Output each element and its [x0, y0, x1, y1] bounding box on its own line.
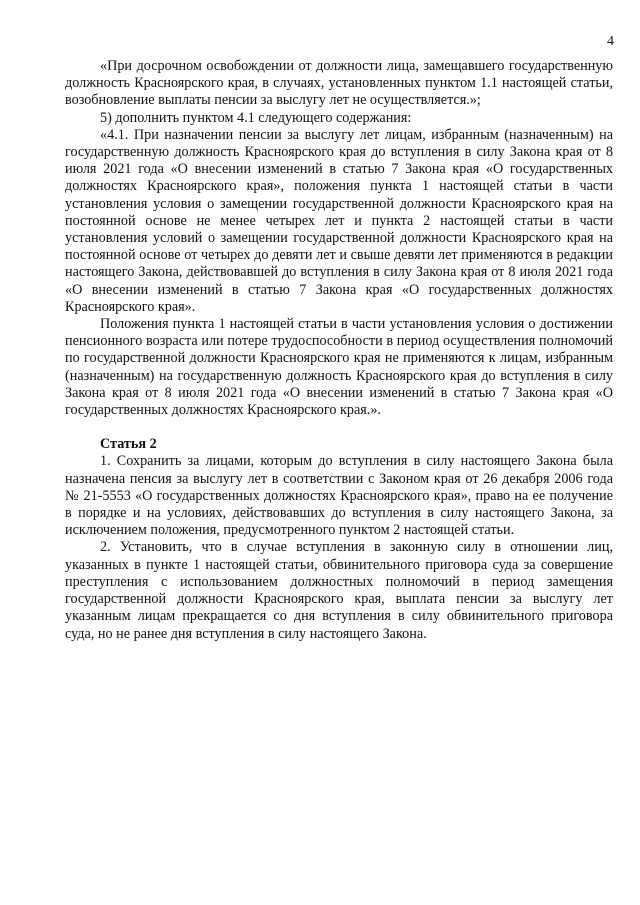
paragraph-point-1-provisions: Положения пункта 1 настоящей статьи в части установления условия о достижении пенсионного возраста или потере трудоспособности в период осуществления полномочий по государственной должности Красноярского края не применяются к лицам, избранным (назначенным) на государственную должность Красноярского края до вступления в силу Закона края от 8 июля 2021 года «О внесении изменений в статью 7 Закона края «О государственных должностях Красноярского края.».	[65, 316, 613, 419]
section-gap	[65, 419, 613, 436]
paragraph-point-4-1: «4.1. При назначении пенсии за выслугу лет лицам, избранным (назначенным) на государственную должность Красноярского края до вступления в силу Закона края от 8 июля 2021 года «О внесении изменений в статью 7 Закона края «О государственных должностях Красноярского края», положения пункта 1 настоящей статьи в части установления условия о замещении государственной должности Красноярского края на постоянной основе не менее четырех лет и пункта 2 настоящей статьи в части установления условий о замещении государственной должности Красноярского края на постоянной основе от четырех до девяти лет и свыше девяти лет применяются в редакции настоящего Закона, действовавшей до вступления в силу Закона края от 8 июля 2021 года «О внесении изменений в статью 7 Закона края «О государственных должностях Красноярского края».	[65, 126, 613, 315]
paragraph-amendment-5: 5) дополнить пунктом 4.1 следующего содержания:	[100, 109, 412, 126]
article-2-heading: Статья 2	[100, 436, 157, 453]
document-body	[65, 58, 613, 643]
article-2-clause-1: 1. Сохранить за лицами, которым до вступления в силу настоящего Закона была назначена пенсия за выслугу лет в соответствии с Законом края от 26 декабря 2006 года № 21-5553 «О государственных должностях Красноярского края», право на ее получение в порядке и на условиях, действовавших до вступления в силу настоящего Закона, за исключением положения, предусмотренного пунктом 2 настоящей статьи.	[65, 453, 613, 539]
page-number: 4	[607, 34, 614, 49]
paragraph-closing-quote: «При досрочном освобождении от должности лица, замещавшего государственную должность Красноярского края, в случаях, установленных пунктом 1.1 настоящей статьи, возобновление выплаты пенсии за выслугу лет не осуществляется.»;	[65, 58, 613, 109]
article-2-clause-2: 2. Установить, что в случае вступления в законную силу в отношении лиц, указанных в пункте 1 настоящей статьи, обвинительного приговора суда за совершение преступления с использованием должностных полномочий в период замещения государственной должности Красноярского края, выплата пенсии за выслугу лет указанным лицам прекращается со дня вступления в силу обвинительного приговора суда, но не ранее дня вступления в силу настоящего Закона.	[65, 539, 613, 642]
